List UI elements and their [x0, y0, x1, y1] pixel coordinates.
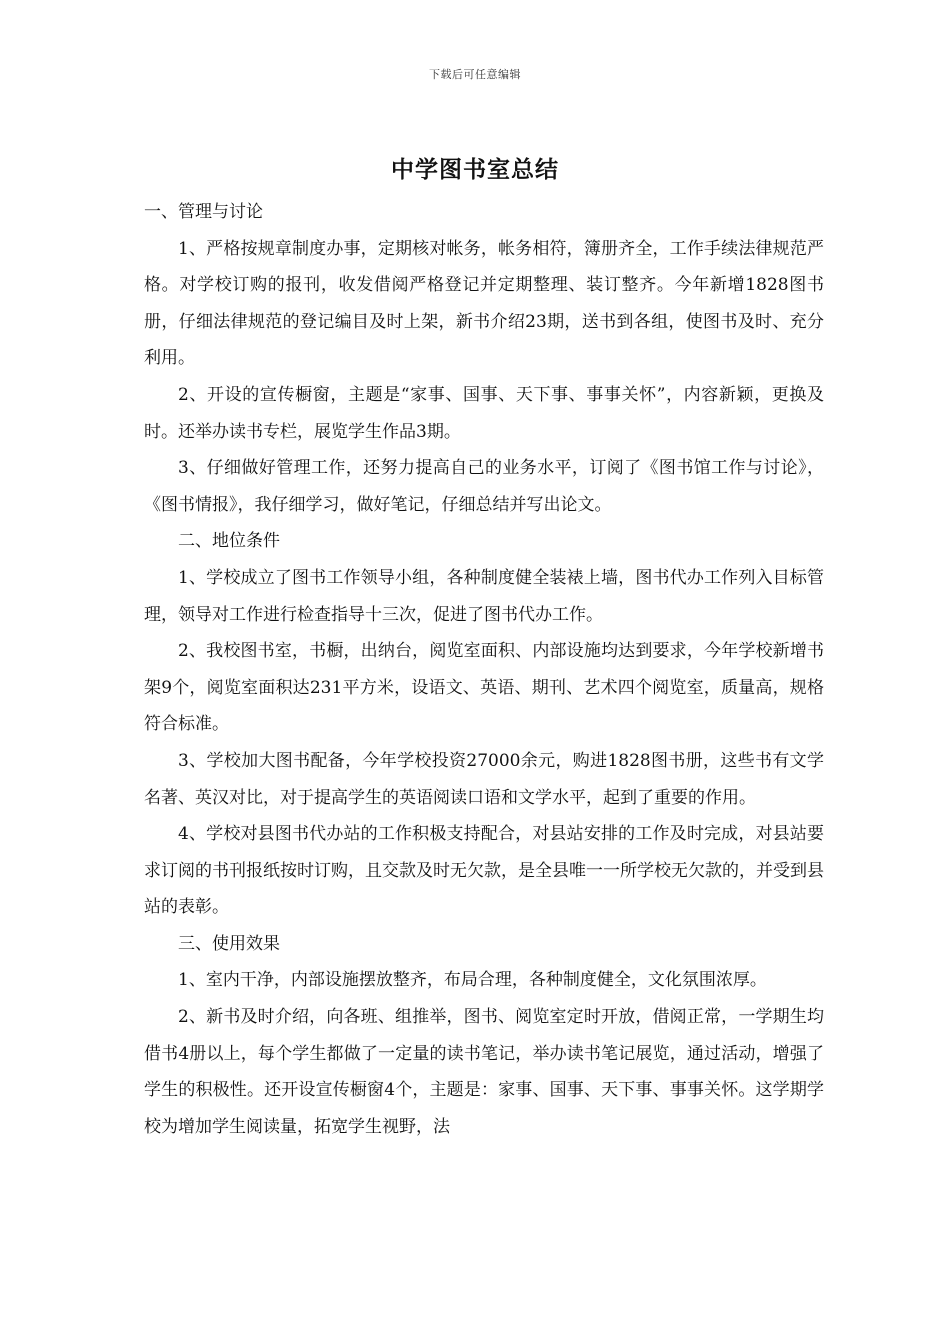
paragraph: 2、开设的宣传橱窗，主题是“家事、国事、天下事、事事关怀”，内容新颖，更换及时。还举办读书专栏，展览学生作品3期。 [144, 384, 824, 442]
paragraph: 3、学校加大图书配备，今年学校投资27000余元，购进1828图书册，这些书有文学名著、英汉对比，对于提高学生的英语阅读口语和文学水平，起到了重要的作用。 [144, 750, 824, 808]
document-title: 中学图书室总结 [391, 156, 559, 183]
paragraph: 3、仔细做好管理工作，还努力提高自己的业务水平，订阅了《图书馆工作与讨论》，《图书情报》，我仔细学习，做好笔记，仔细总结并写出论文。 [144, 458, 824, 515]
paragraph: 1、严格按规章制度办事，定期核对帐务，帐务相符，簿册齐全，工作手续法律规范严格。对学校订购的报刊，收发借阅严格登记并定期整理、装订整齐。今年新增1828图书册，仔细法律规范的登记编目及时上架，新书介绍23期，送书到各组，使图书及时、充分利用。 [144, 238, 824, 369]
paragraph: 1、室内干净，内部设施摆放整齐，布局合理，各种制度健全，文化氛围浓厚。 [178, 970, 767, 991]
document-body [144, 194, 824, 1145]
paragraph: 2、新书及时介绍，向各班、组推举，图书、阅览室定时开放，借阅正常，一学期生均借书4册以上，每个学生都做了一定量的读书笔记，举办读书笔记展览，通过活动，增强了学生的积极性。还开设宣传橱窗4个，主题是：家事、国事、天下事、事事关怀。这学期学校为增加学生阅读量，拓宽学生视野，法 [144, 1007, 824, 1137]
paragraph: 2、我校图书室，书橱，出纳台，阅览室面积、内部设施均达到要求，今年学校新增书架9个，阅览室面积达231平方米，设语文、英语、期刊、艺术四个阅览室，质量高，规格符合标准。 [144, 641, 824, 735]
section-heading-management: 一、管理与讨论 [144, 202, 263, 222]
section-heading-effects: 三、使用效果 [178, 933, 280, 954]
header-note: 下载后可任意编辑 [429, 68, 521, 81]
paragraph: 1、学校成立了图书工作领导小组，各种制度健全装裱上墙，图书代办工作列入目标管理，领导对工作进行检查指导十三次，促进了图书代办工作。 [144, 567, 824, 625]
section-heading-conditions: 二、地位条件 [178, 531, 280, 552]
paragraph: 4、学校对县图书代办站的工作积极支持配合，对县站安排的工作及时完成，对县站要求订阅的书刊报纸按时订购，且交款及时无欠款，是全县唯一一所学校无欠款的，并受到县站的表彰。 [144, 824, 824, 918]
